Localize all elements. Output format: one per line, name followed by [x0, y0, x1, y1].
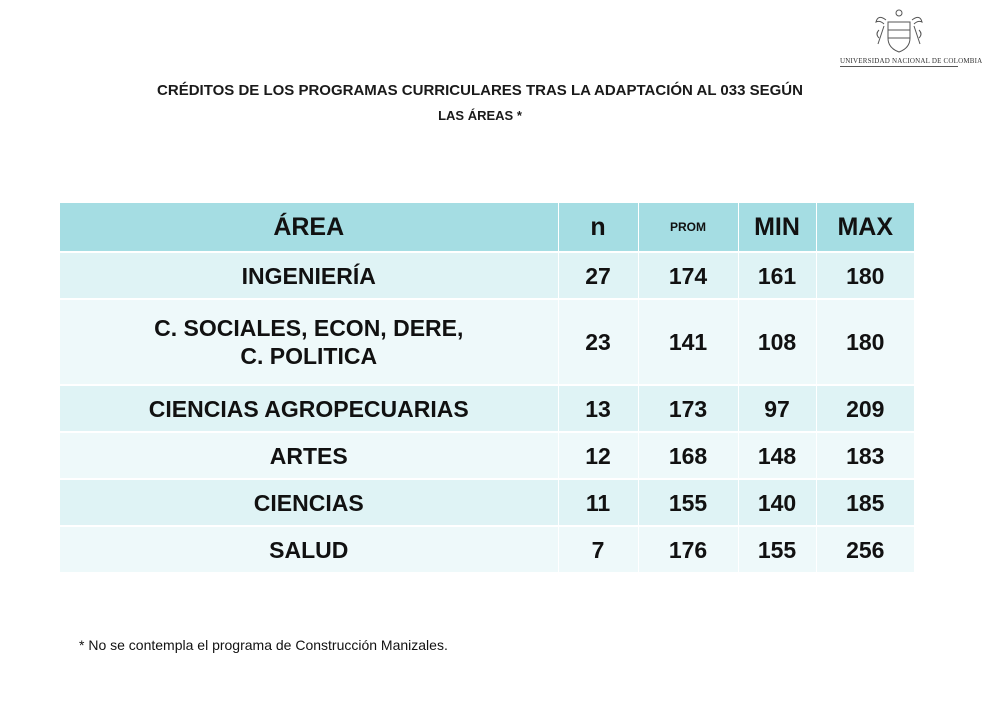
cell-area: CIENCIAS AGROPECUARIAS: [60, 385, 558, 432]
header-min: MIN: [738, 203, 816, 252]
cell-area: ARTES: [60, 432, 558, 479]
cell-area: INGENIERÍA: [60, 252, 558, 299]
cell-prom: 176: [638, 526, 738, 573]
cell-area: CIENCIAS: [60, 479, 558, 526]
cell-area-line-1: C. SOCIALES, ECON, DERE,: [154, 315, 464, 341]
cell-area: [60, 299, 558, 385]
cell-n: 13: [558, 385, 638, 432]
cell-prom: 155: [638, 479, 738, 526]
cell-max: 256: [816, 526, 914, 573]
cell-max: 185: [816, 479, 914, 526]
cell-max: 209: [816, 385, 914, 432]
cell-prom: 174: [638, 252, 738, 299]
cell-prom: 141: [638, 299, 738, 385]
cell-min: 108: [738, 299, 816, 385]
cell-max: 183: [816, 432, 914, 479]
cell-max: 180: [816, 299, 914, 385]
header-max: MAX: [816, 203, 914, 252]
footnote: * No se contempla el programa de Construcción Manizales.: [79, 637, 448, 653]
cell-prom: 173: [638, 385, 738, 432]
cell-n: 12: [558, 432, 638, 479]
cell-n: 27: [558, 252, 638, 299]
title-line-1: CRÉDITOS DE LOS PROGRAMAS CURRICULARES TRAS LA ADAPTACIÓN AL 033 SEGÚN: [157, 82, 803, 99]
table-row: [60, 385, 914, 432]
header-prom: PROM: [638, 203, 738, 252]
cell-min: 97: [738, 385, 816, 432]
table-row: [60, 432, 914, 479]
table-row: [60, 479, 914, 526]
cell-min: 140: [738, 479, 816, 526]
logo-divider: [840, 66, 958, 67]
cell-n: 23: [558, 299, 638, 385]
cell-min: 148: [738, 432, 816, 479]
cell-n: 11: [558, 479, 638, 526]
table-row: [60, 526, 914, 573]
university-coat-of-arms-icon: [840, 6, 958, 56]
cell-area-line-2: C. POLITICA: [240, 343, 378, 369]
cell-n: 7: [558, 526, 638, 573]
cell-prom: 168: [638, 432, 738, 479]
cell-min: 161: [738, 252, 816, 299]
table-row: [60, 252, 914, 299]
cell-min: 155: [738, 526, 816, 573]
table-header-row: [60, 203, 914, 252]
cell-max: 180: [816, 252, 914, 299]
title-line-2: LAS ÁREAS *: [438, 108, 522, 123]
header-n: n: [558, 203, 638, 252]
table-row: [60, 299, 914, 385]
cell-area: SALUD: [60, 526, 558, 573]
credits-table: [60, 203, 914, 574]
university-name: UNIVERSIDAD NACIONAL DE COLOMBIA: [840, 57, 982, 65]
page-title: [60, 78, 900, 128]
header-area: ÁREA: [60, 203, 558, 252]
